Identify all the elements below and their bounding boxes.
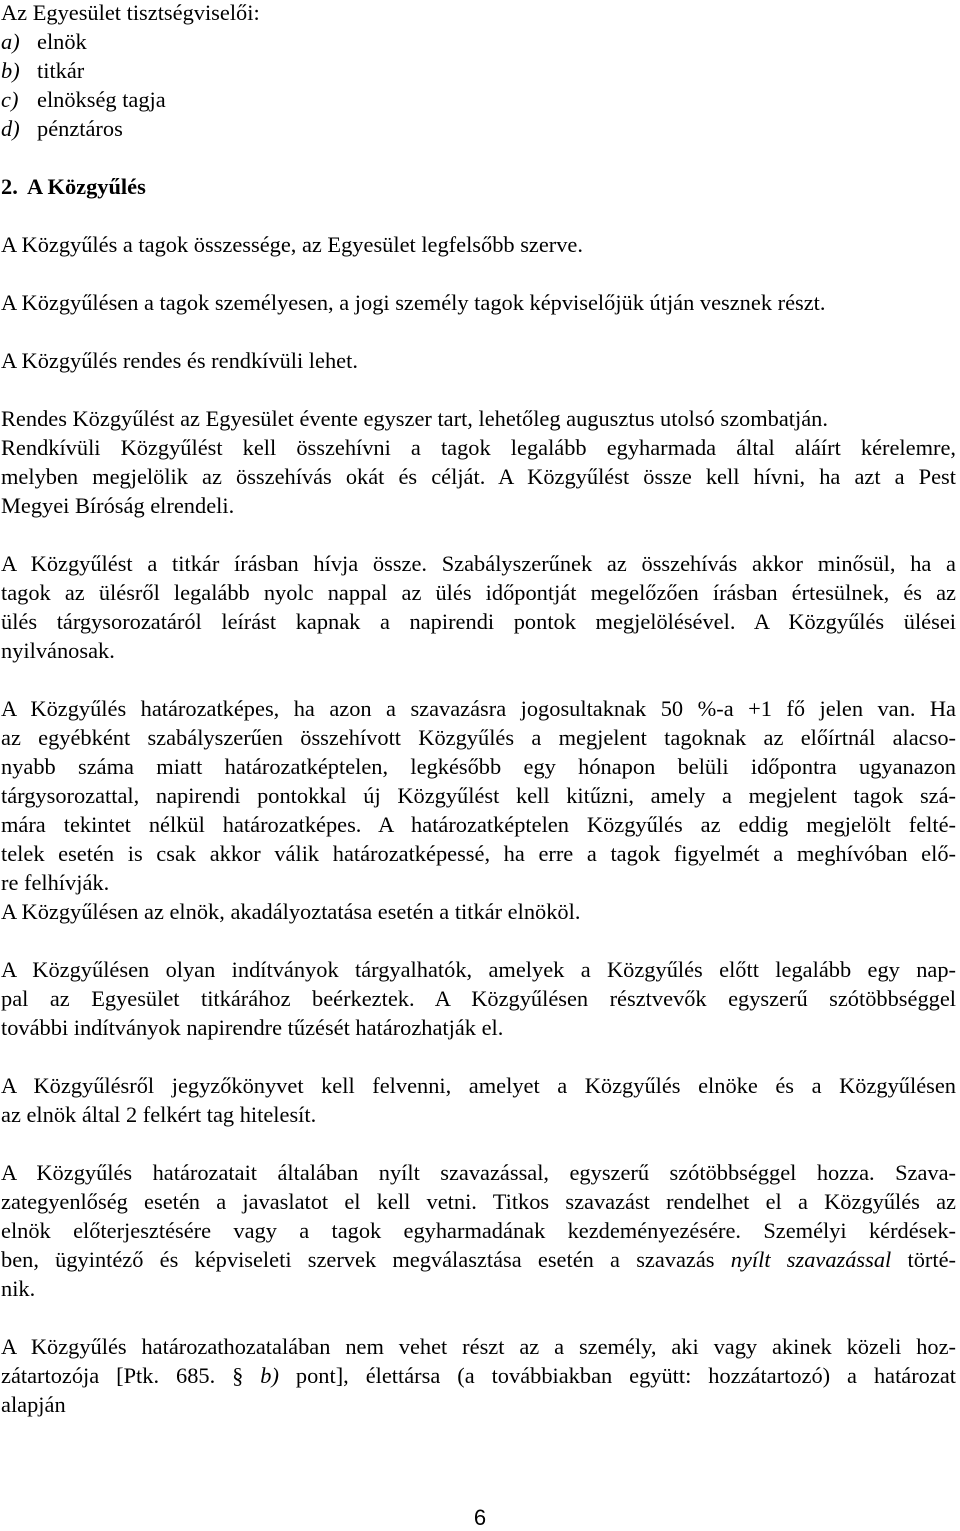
text-segment: törté- (891, 1247, 956, 1272)
text-line: A Közgyűlésen az elnök, akadályoztatása esetén a titkár elnököl. (1, 899, 581, 924)
officer-list-item (1, 29, 87, 55)
text-line: pal az Egyesület titkárához beérkeztek. A Közgyűlésen résztvevők egyszerű szótöbbséggel (1, 986, 956, 1011)
text-line: A Közgyűlés rendes és rendkívüli lehet. (1, 348, 358, 373)
section-number: 2. (1, 174, 18, 199)
text-line: alapján (1, 1392, 66, 1417)
officers-intro: Az Egyesület tisztségviselői: (1, 0, 260, 25)
text-line: Rendkívüli Közgyűlést kell összehívni a tagok legalább egyharmada által aláírt kérelemre, (1, 435, 956, 460)
italic-text: b) (260, 1363, 279, 1388)
text-line: melyben megjelölik az összehívás okát és célját. A Közgyűlést össze kell hívni, ha azt a Pest (1, 464, 956, 489)
text-line: A Közgyűlésen a tagok személyesen, a jogi személy tagok képviselőjük útján vesznek részt. (1, 290, 826, 315)
text-line: A Közgyűlés határozathozatalában nem vehet részt az a személy, aki vagy akinek közeli hoz- (1, 1334, 956, 1359)
list-label: d) (1, 116, 20, 141)
text-line: A Közgyűlés határozatképes, ha azon a szavazásra jogosultaknak 50 %-a +1 fő jelen van. Ha (1, 696, 956, 721)
italic-text: nyílt szavazással (730, 1247, 892, 1272)
section-heading (1, 174, 146, 200)
text-line: mára tekintet nélkül határozatképes. A határozatképtelen Közgyűlés az eddig megjelölt felté- (1, 812, 956, 837)
list-label: b) (1, 58, 20, 83)
text-line: tárgysorozattal, napirendi pontokkal új Közgyűlést kell kitűzni, amely a megjelent tagok szá- (1, 783, 956, 808)
text-line (1, 1247, 956, 1273)
text-line: Rendes Közgyűlést az Egyesület évente egyszer tart, lehetőleg augusztus utolsó szombatján. (1, 406, 828, 431)
text-line: az egyébként szabályszerűen összehívott Közgyűlés a megjelent tagoknak az előírtnál alacso- (1, 725, 956, 750)
list-text: titkár (37, 58, 85, 83)
officer-list-item (1, 87, 166, 113)
page-number: 6 (473, 1505, 487, 1530)
text-line: zategyenlőség esetén a javaslatot el kell vetni. Titkos szavazást rendelhet el a Közgyűlés az (1, 1189, 956, 1214)
list-label: a) (1, 29, 20, 54)
list-text: elnök (37, 29, 87, 54)
text-line: A Közgyűlést a titkár írásban hívja össze. Szabályszerűnek az összehívás akkor minősül, ha a (1, 551, 956, 576)
text-line: további indítványok napirendre tűzését határozhatják el. (1, 1015, 504, 1040)
text-line: ülés tárgysorozatáról leírást kapnak a napirendi pontok megjelölésével. A Közgyűlés ülései (1, 609, 956, 634)
list-text: pénztáros (37, 116, 123, 141)
text-line: nyabb száma miatt határozatképtelen, legkésőbb egy hónapon belüli időpontra ugyanazon (1, 754, 956, 779)
text-line: A Közgyűlésről jegyzőkönyvet kell felvenni, amelyet a Közgyűlés elnöke és a Közgyűlésen (1, 1073, 956, 1098)
text-segment: pont], élettársa (a továbbiakban együtt: hozzátartozó) a határozat (278, 1363, 956, 1388)
text-line: az elnök által 2 felkért tag hitelesít. (1, 1102, 317, 1127)
text-line: telek esetén is csak akkor válik határozatképessé, ha erre a tagok figyelmét a meghívóban elő- (1, 841, 956, 866)
text-line (1, 1363, 956, 1389)
text-line: nyilvánosak. (1, 638, 115, 663)
text-line: re felhívják. (1, 870, 110, 895)
text-line: tagok az ülésről legalább nyolc nappal az ülés időpontját megelőzően írásban értesülnek, és az (1, 580, 956, 605)
text-line: A Közgyűlésen olyan indítványok tárgyalhatók, amelyek a Közgyűlés előtt legalább egy nap- (1, 957, 956, 982)
text-line: A Közgyűlés a tagok összessége, az Egyesület legfelsőbb szerve. (1, 232, 583, 257)
list-label: c) (1, 87, 19, 112)
officer-list-item (1, 116, 123, 142)
section-title: A Közgyűlés (27, 174, 146, 199)
text-line: A Közgyűlés határozatait általában nyílt szavazással, egyszerű szótöbbséggel hozza. Szava- (1, 1160, 956, 1185)
text-line: Megyei Bíróság elrendeli. (1, 493, 235, 518)
text-segment: zátartozója [Ptk. 685. § (1, 1363, 261, 1388)
text-line: elnök előterjesztésére vagy a tagok egyharmadának kezdeményezésére. Személyi kérdések- (1, 1218, 956, 1243)
text-segment: ben, ügyintéző és képviseleti szervek megválasztása esetén a szavazás (1, 1247, 731, 1272)
list-text: elnökség tagja (37, 87, 166, 112)
text-line: nik. (1, 1276, 36, 1301)
officer-list-item (1, 58, 84, 84)
